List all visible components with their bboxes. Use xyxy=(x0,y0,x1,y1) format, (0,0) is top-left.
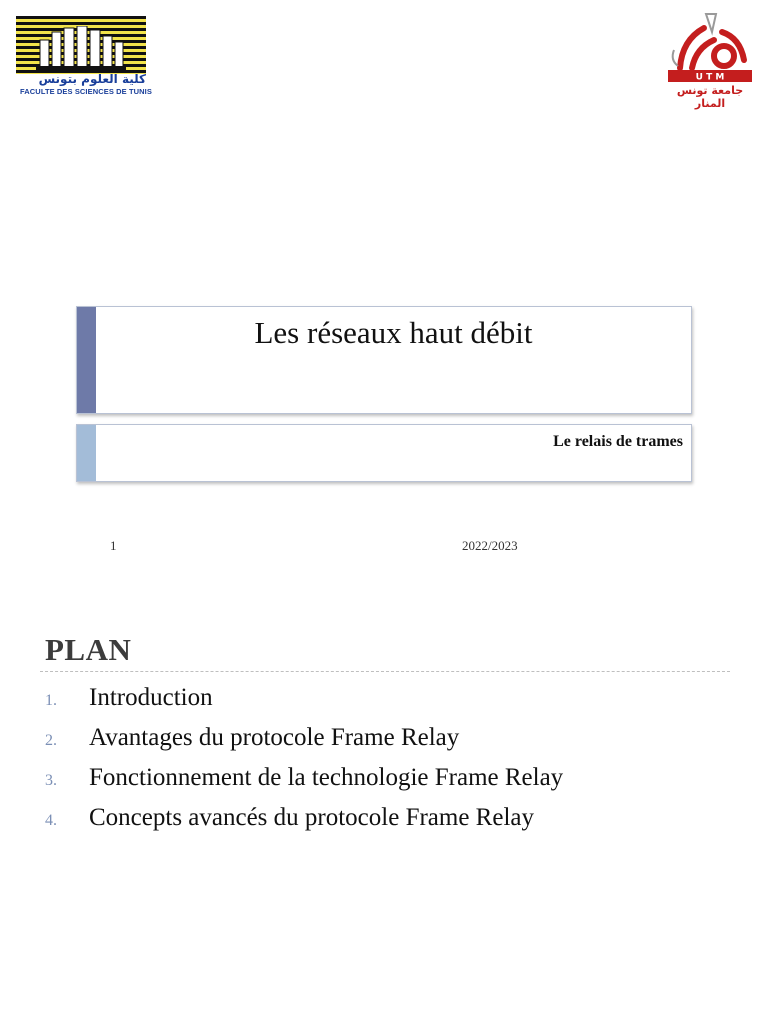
faculty-logo xyxy=(16,16,152,96)
list-item-text: Avantages du protocole Frame Relay xyxy=(89,724,460,751)
faculty-latin-name: FACULTE DES SCIENCES DE TUNIS xyxy=(20,87,152,96)
faculty-building-icon xyxy=(36,26,126,72)
list-item-text: Fonctionnement de la technologie Frame Relay xyxy=(89,764,564,791)
faculty-arabic-name: كلية العلوم بتونس xyxy=(38,72,146,86)
slide-year: 2022/2023 xyxy=(462,538,518,553)
title-box xyxy=(76,306,692,414)
slide-page-number: 1 xyxy=(110,538,117,553)
slide-title: Les réseaux haut débit xyxy=(254,315,533,350)
list-item-number: 2. xyxy=(45,732,57,749)
title-accent-bar xyxy=(77,307,96,413)
list-item-number: 4. xyxy=(45,812,57,829)
list-item-number: 3. xyxy=(45,772,57,789)
list-item-number: 1. xyxy=(45,692,57,709)
university-arabic-name: جامعة تونس المنار xyxy=(676,84,744,110)
university-letters: U T M xyxy=(695,72,725,83)
list-item-text: Introduction xyxy=(89,684,213,711)
plan-heading: PLAN xyxy=(45,632,132,667)
university-emblem-icon xyxy=(660,10,760,86)
list-item-text: Concepts avancés du protocole Frame Relay xyxy=(89,804,534,831)
university-logo xyxy=(660,10,760,110)
subtitle-accent-bar xyxy=(77,425,96,481)
plan-slide xyxy=(0,600,768,1024)
slide-subtitle: Le relais de trames xyxy=(553,433,683,450)
heading-divider xyxy=(40,671,730,672)
subtitle-box xyxy=(76,424,692,482)
